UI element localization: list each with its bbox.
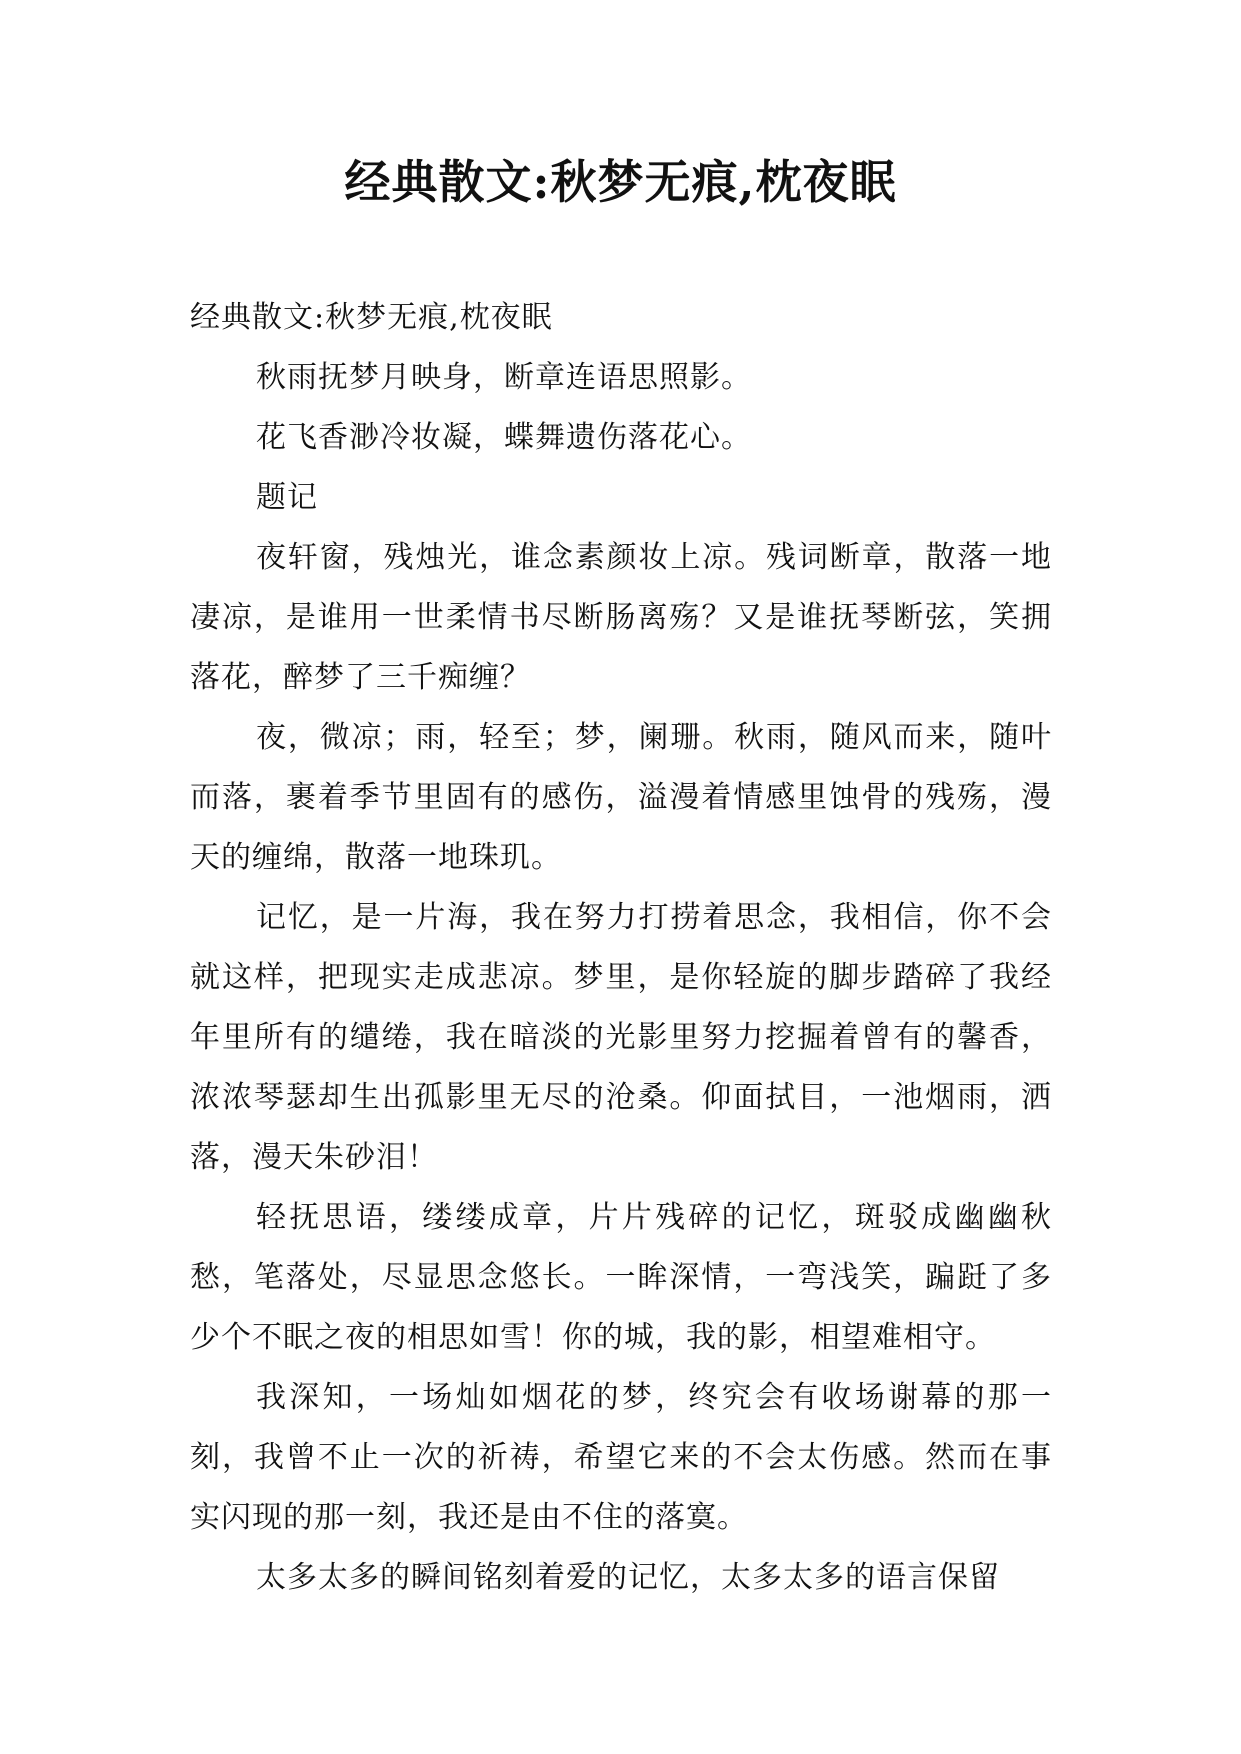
paragraph: 记忆，是一片海，我在努力打捞着思念，我相信，你不会就这样，把现实走成悲凉。梦里，是你轻旋的脚步踏碎了我经年里所有的缱绻，我在暗淡的光影里努力挖掘着曾有的馨香，浓浓琴瑟却生出孤影里无尽的沧桑。仰面拭目，一池烟雨，洒落，漫天朱砂泪！ xyxy=(190,900,1052,1175)
poem-line-2: 花飞香渺冷妆凝，蝶舞遗伤落花心。 xyxy=(256,420,752,455)
paragraph-truncated: 太多太多的瞬间铭刻着爱的记忆，太多太多的语言保留 xyxy=(256,1560,1000,1595)
paragraph: 夜轩窗，残烛光，谁念素颜妆上凉。残词断章，散落一地凄凉，是谁用一世柔情书尽断肠离殇？又是谁抚琴断弦，笑拥落花，醉梦了三千痴缠？ xyxy=(190,540,1052,695)
document-body xyxy=(190,288,1052,1608)
paragraph: 我深知，一场灿如烟花的梦，终究会有收场谢幕的那一刻，我曾不止一次的祈祷，希望它来的不会太伤感。然而在事实闪现的那一刻，我还是由不住的落寞。 xyxy=(190,1380,1052,1535)
paragraph: 夜，微凉；雨，轻至；梦，阑珊。秋雨，随风而来，随叶而落，裹着季节里固有的感伤，溢漫着情感里蚀骨的残殇，漫天的缠绵，散落一地珠玑。 xyxy=(190,720,1052,875)
poem-line-1: 秋雨抚梦月映身，断章连语思照影。 xyxy=(256,360,752,395)
subtitle-line: 经典散文:秋梦无痕,枕夜眠 xyxy=(190,300,553,335)
paragraph: 轻抚思语，缕缕成章，片片残碎的记忆，斑驳成幽幽秋愁，笔落处，尽显思念悠长。一眸深情，一弯浅笑，蹁跹了多少个不眠之夜的相思如雪！你的城，我的影，相望难相守。 xyxy=(190,1200,1052,1355)
document-title: 经典散文:秋梦无痕,枕夜眠 xyxy=(344,155,897,209)
epigraph-label: 题记 xyxy=(256,480,318,515)
